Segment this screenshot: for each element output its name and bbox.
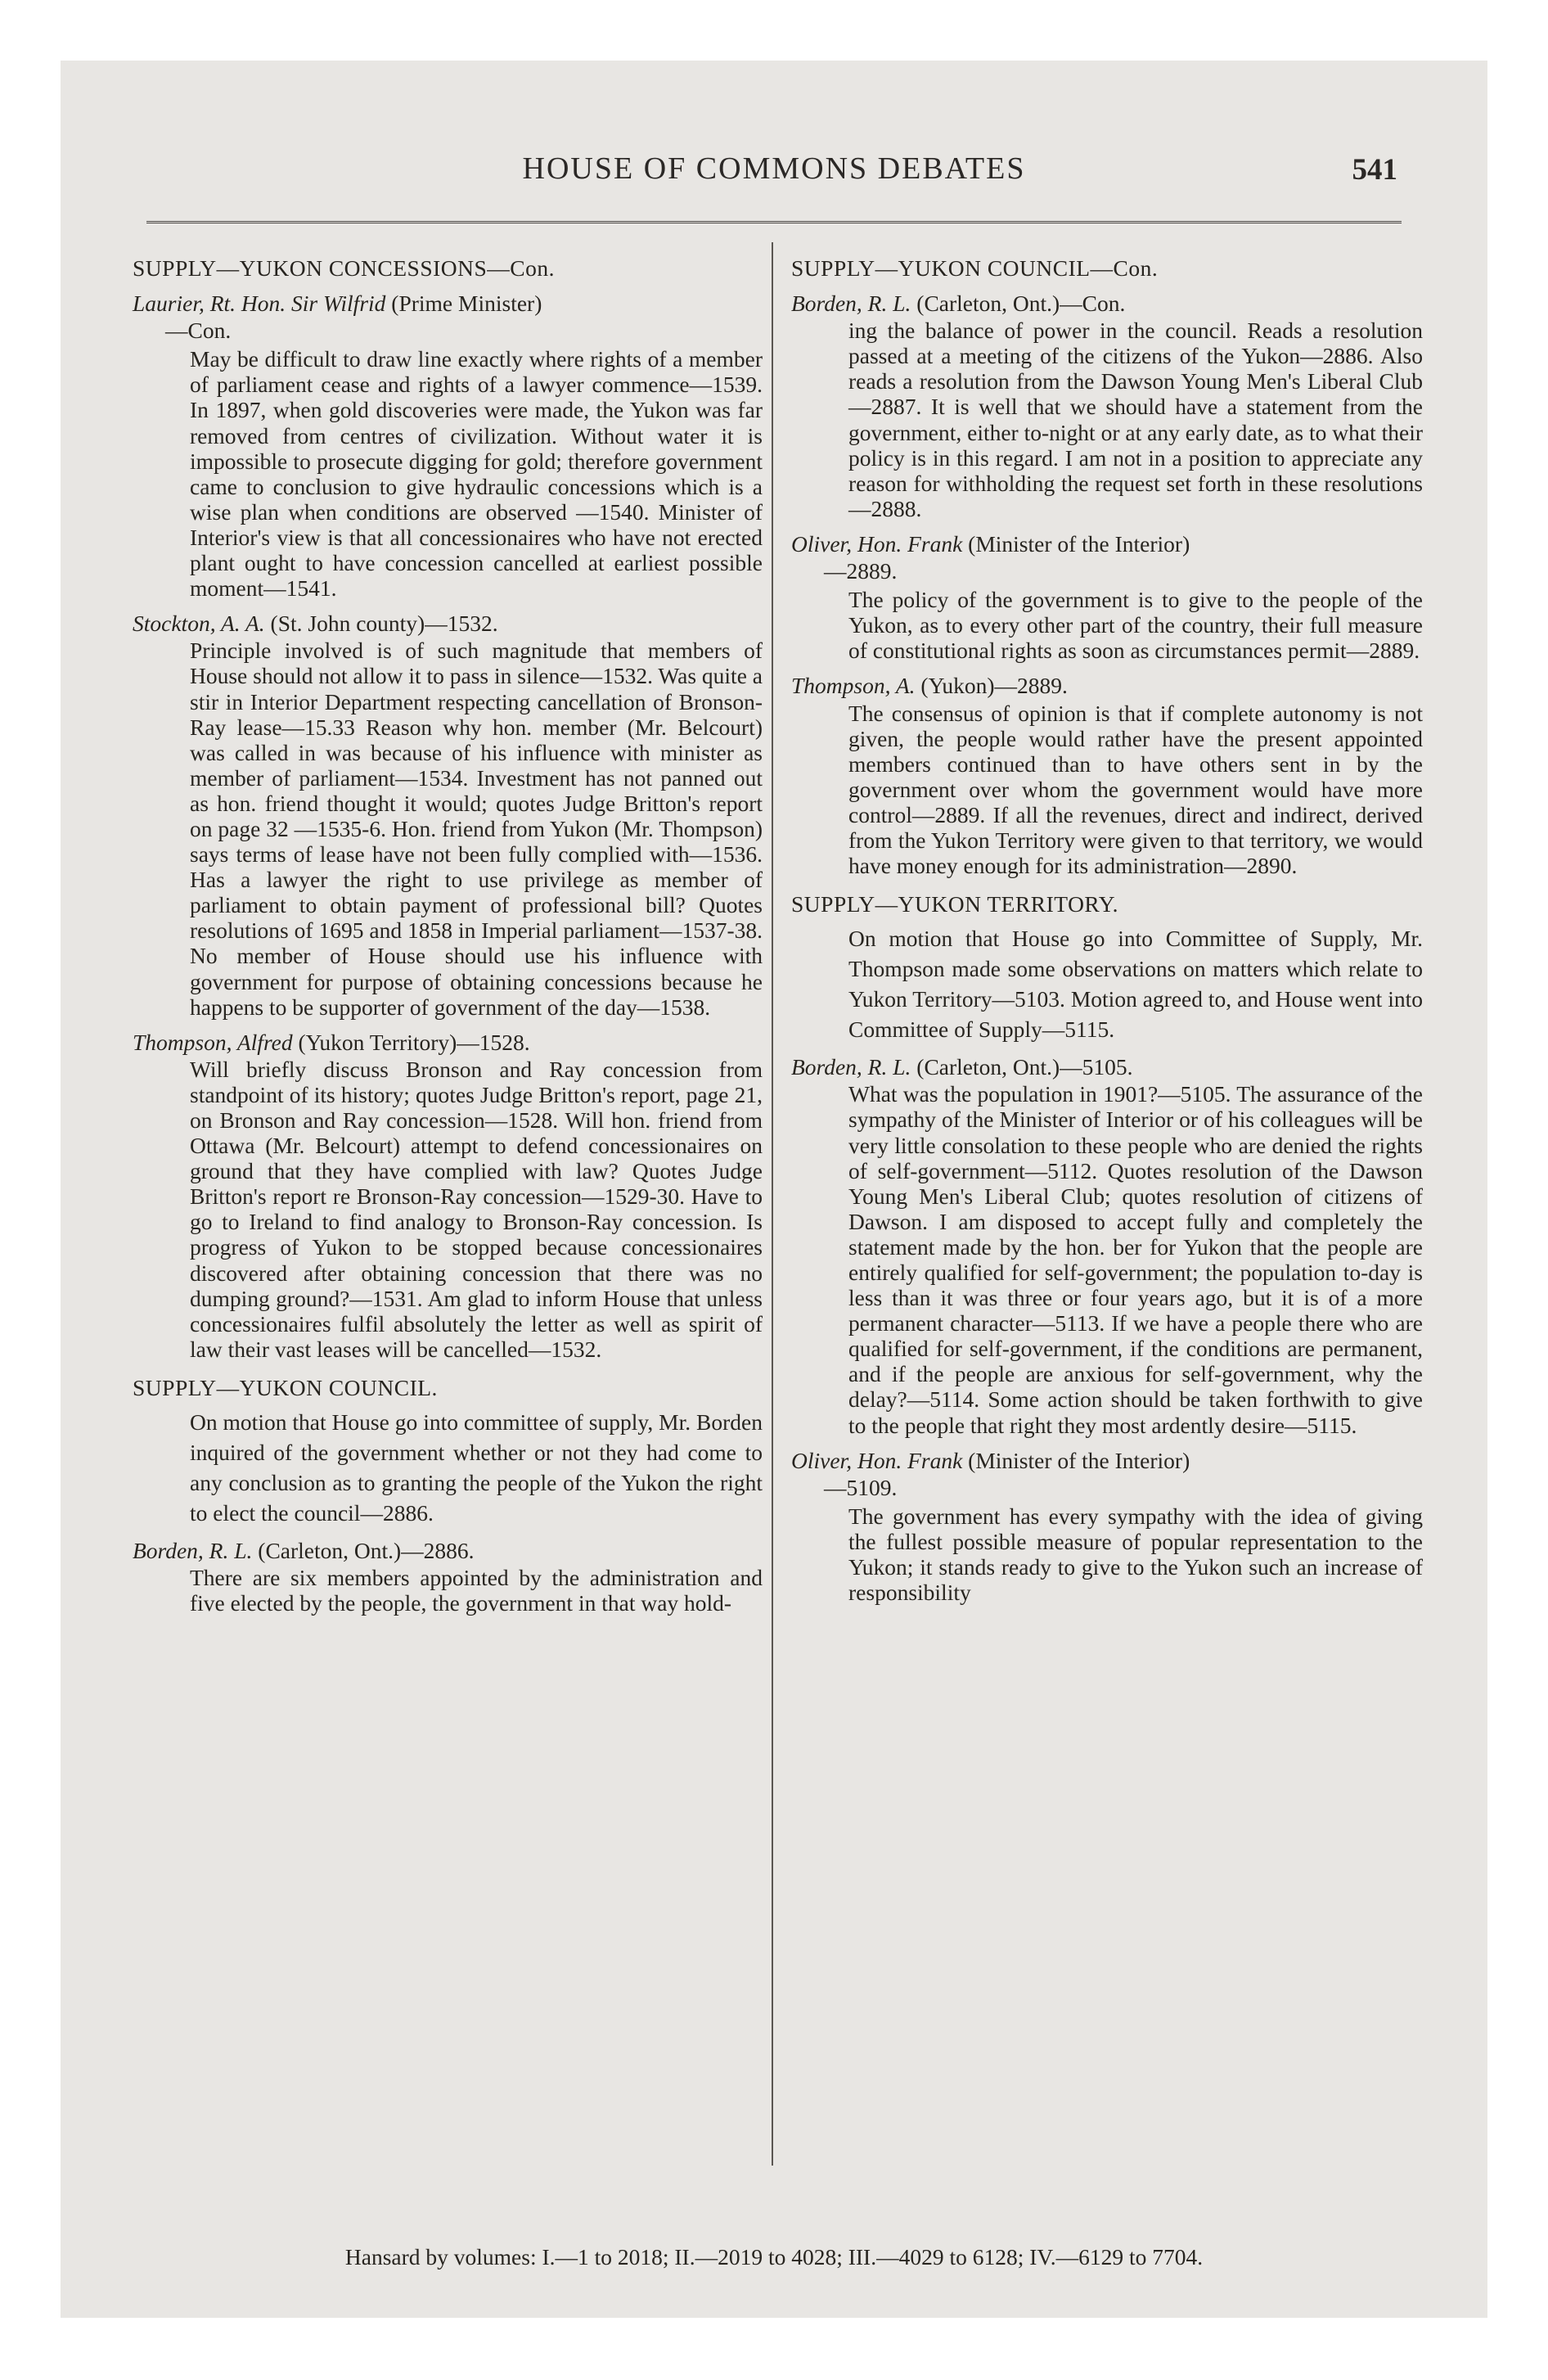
speaker-heading (791, 673, 1423, 698)
speech-summary: Principle involved is of such magnitude that members of House should not allow it to pass in silence—1532. Was quite a stir in Interior Department respecting cancellation of Bronson-Ray lease—15.33 Reason why hon. member (Mr. Belcourt) was called in was because of his influence with minister as member of parliament—1534. Investment has not panned out as hon. friend thought it would; quotes Judge Britton's report on page 32 —1535-6. Hon. friend from Yukon (Mr. Thompson) says terms of lease have not been fully complied with—1536. Has a lawyer the right to use privilege as member of parliament to obtain payment of professional bill? Quotes resolutions of 1695 and 1858 in Imperial parliament—1537-38. No member of House should use his influence with government for purpose of obtaining concessions because he happens to be supporter of government of the day—1538. (190, 638, 763, 1020)
header-rule (146, 221, 1402, 227)
motion-text: On motion that House go into committee of supply, Mr. Borden inquired of the government whether or not they had come to any conclusion as to granting the people of the Yukon the right to elect the council—2886. (190, 1409, 763, 1526)
speaker-name: Thompson, Alfred (133, 1029, 293, 1055)
page-number: 541 (1352, 153, 1397, 187)
speech-summary: ing the balance of power in the council. Reads a resolution passed at a meeting of the citizens of the Yukon—2886. Also reads a resolution from the Dawson Young Men's Liberal Club—2887. It is well that we should have a statement from the government, either to-night or at any early date, as to what their policy is in this regard. I am not in a position to appreciate any reason for withholding the request set forth in these resolutions —2888. (848, 318, 1423, 521)
volumes-note: Hansard by volumes: I.—1 to 2018; II.—2019 to 4028; III.—4029 to 6128; IV.—6129 to 7704. (344, 2244, 1204, 2270)
speech-summary: The consensus of opinion is that if complete autonomy is not given, the people would rather have the present appointed members continued than to have others sent in by the government over whom the government would have more control—2889. If all the revenues, direct and indirect, derived from the Yukon Territory were given to that territory, we would have money enough for its administration—2890. (848, 700, 1423, 879)
page-header (61, 151, 1487, 200)
speaker-role-cont: —2889. (824, 558, 898, 584)
speech-summary: Will briefly discuss Bronson and Ray concession from standpoint of its history; quotes Judge Britton's report, page 21, on Bronson and Ray concession—1528. Will hon. friend from Ottawa (Mr. Belcourt) attempt to defend concessionaires on ground that they have complied with law? Quotes Judge Britton's report re Bronson-Ray concession—1529-30. Have to go to Ireland to find analogy to Bronson-Ray concession. Is progress of Yukon to be stopped because concessionaires discovered after obtaining concession that there was no dumping ground?—1531. Am glad to inform House that unless concessionaires fulfil absolutely the letter as well as spirit of law their vast leases will be cancelled—1532. (190, 1056, 763, 1362)
speaker-name: Thompson, A. (791, 673, 916, 699)
speaker-role: (Yukon Territory)—1528. (298, 1029, 530, 1055)
speaker-role: (St. John county)—1532. (270, 611, 498, 637)
speaker-name: Borden, R. L. (791, 1054, 911, 1080)
speaker-role-cont: —Con. (165, 318, 232, 344)
page-footer (61, 2244, 1487, 2270)
right-column (791, 242, 1423, 1610)
speaker-heading (133, 291, 763, 316)
speaker-role: (Carleton, Ont.)—Con. (916, 291, 1126, 317)
speaker-heading (133, 611, 763, 636)
speech-summary: The government has every sympathy with the idea of giving the fullest possible measure of popular representation to the Yukon; it stands ready to give to the Yukon such an increase of responsibility (848, 1503, 1423, 1606)
speaker-heading (133, 1030, 763, 1055)
speaker-heading (133, 1538, 763, 1563)
motion-text: On motion that House go into Committee of Supply, Mr. Thompson made some observations on matters which relate to Yukon Territory—5103. Motion agreed to, and House went into Committee of Supply—5115. (848, 926, 1423, 1043)
section-heading: SUPPLY—YUKON COUNCIL—Con. (791, 255, 1159, 281)
speaker-role-cont: —5109. (824, 1474, 898, 1500)
speaker-heading (791, 1448, 1423, 1473)
speaker-heading (791, 531, 1423, 557)
section-heading: SUPPLY—YUKON TERRITORY. (791, 891, 1118, 917)
left-column (133, 242, 763, 1620)
speaker-role: (Prime Minister) (391, 291, 542, 317)
speech-summary: The policy of the government is to give to the people of the Yukon, as to every other part of the country, their full measure of constitutional rights as soon as circumstances permit—2889. (848, 587, 1423, 664)
speaker-heading (791, 291, 1423, 316)
speaker-name: Oliver, Hon. Frank (791, 530, 963, 557)
section-heading: SUPPLY—YUKON COUNCIL. (133, 1374, 438, 1400)
speaker-name: Borden, R. L. (791, 291, 911, 317)
section-heading: SUPPLY—YUKON CONCESSIONS—Con. (133, 255, 555, 281)
speaker-role: (Carleton, Ont.)—5105. (916, 1054, 1133, 1080)
running-title: HOUSE OF COMMONS DEBATES (522, 151, 1026, 186)
speaker-role: (Minister of the Interior) (968, 1447, 1190, 1473)
speech-summary: There are six members appointed by the administration and five elected by the people, the government in that way hold- (190, 1565, 763, 1616)
speaker-role: (Minister of the Interior) (968, 530, 1190, 557)
speaker-role: (Yukon)—2889. (920, 673, 1068, 699)
speaker-role: (Carleton, Ont.)—2886. (258, 1538, 475, 1564)
page-sheet (61, 61, 1487, 2318)
speaker-name: Oliver, Hon. Frank (791, 1447, 963, 1473)
speaker-name: Borden, R. L. (133, 1538, 253, 1564)
speaker-heading (791, 1054, 1423, 1080)
speech-summary: What was the population in 1901?—5105. The assurance of the sympathy of the Minister of Interior or of his colleagues will be very little consolation to these people who are denied the rights of self-government—5112. Quotes resolution of the Dawson Young Men's Liberal Club; quotes resolution of citizens of Dawson. I am disposed to accept fully and completely the statement made by the hon. ber for Yukon that the people are entirely qualified for self-government; the population to-day is less than it was three or four years ago, but it is of a more permanent character—5113. If we have a people there who are qualified for self-government, if the conditions are permanent, and if the people are anxious for self-government, why the delay?—5114. Some action should be taken forthwith to give to the people that right they most ardently desire—5115. (848, 1081, 1423, 1438)
speech-summary: May be difficult to draw line exactly where rights of a member of parliament cease and rights of a lawyer commence—1539. In 1897, when gold discoveries were made, the Yukon was far removed from centres of civilization. Without water it is impossible to prosecute digging for gold; therefore government came to conclusion to give hydraulic concessions which is a wise plan when conditions are observed —1540. Minister of Interior's view is that all concessionaires who have not erected plant ought to have concession cancelled at earliest possible moment—1541. (190, 346, 763, 602)
speaker-name: Laurier, Rt. Hon. Sir Wilfrid (133, 291, 386, 317)
column-divider (772, 242, 773, 2166)
speaker-name: Stockton, A. A. (133, 611, 265, 637)
